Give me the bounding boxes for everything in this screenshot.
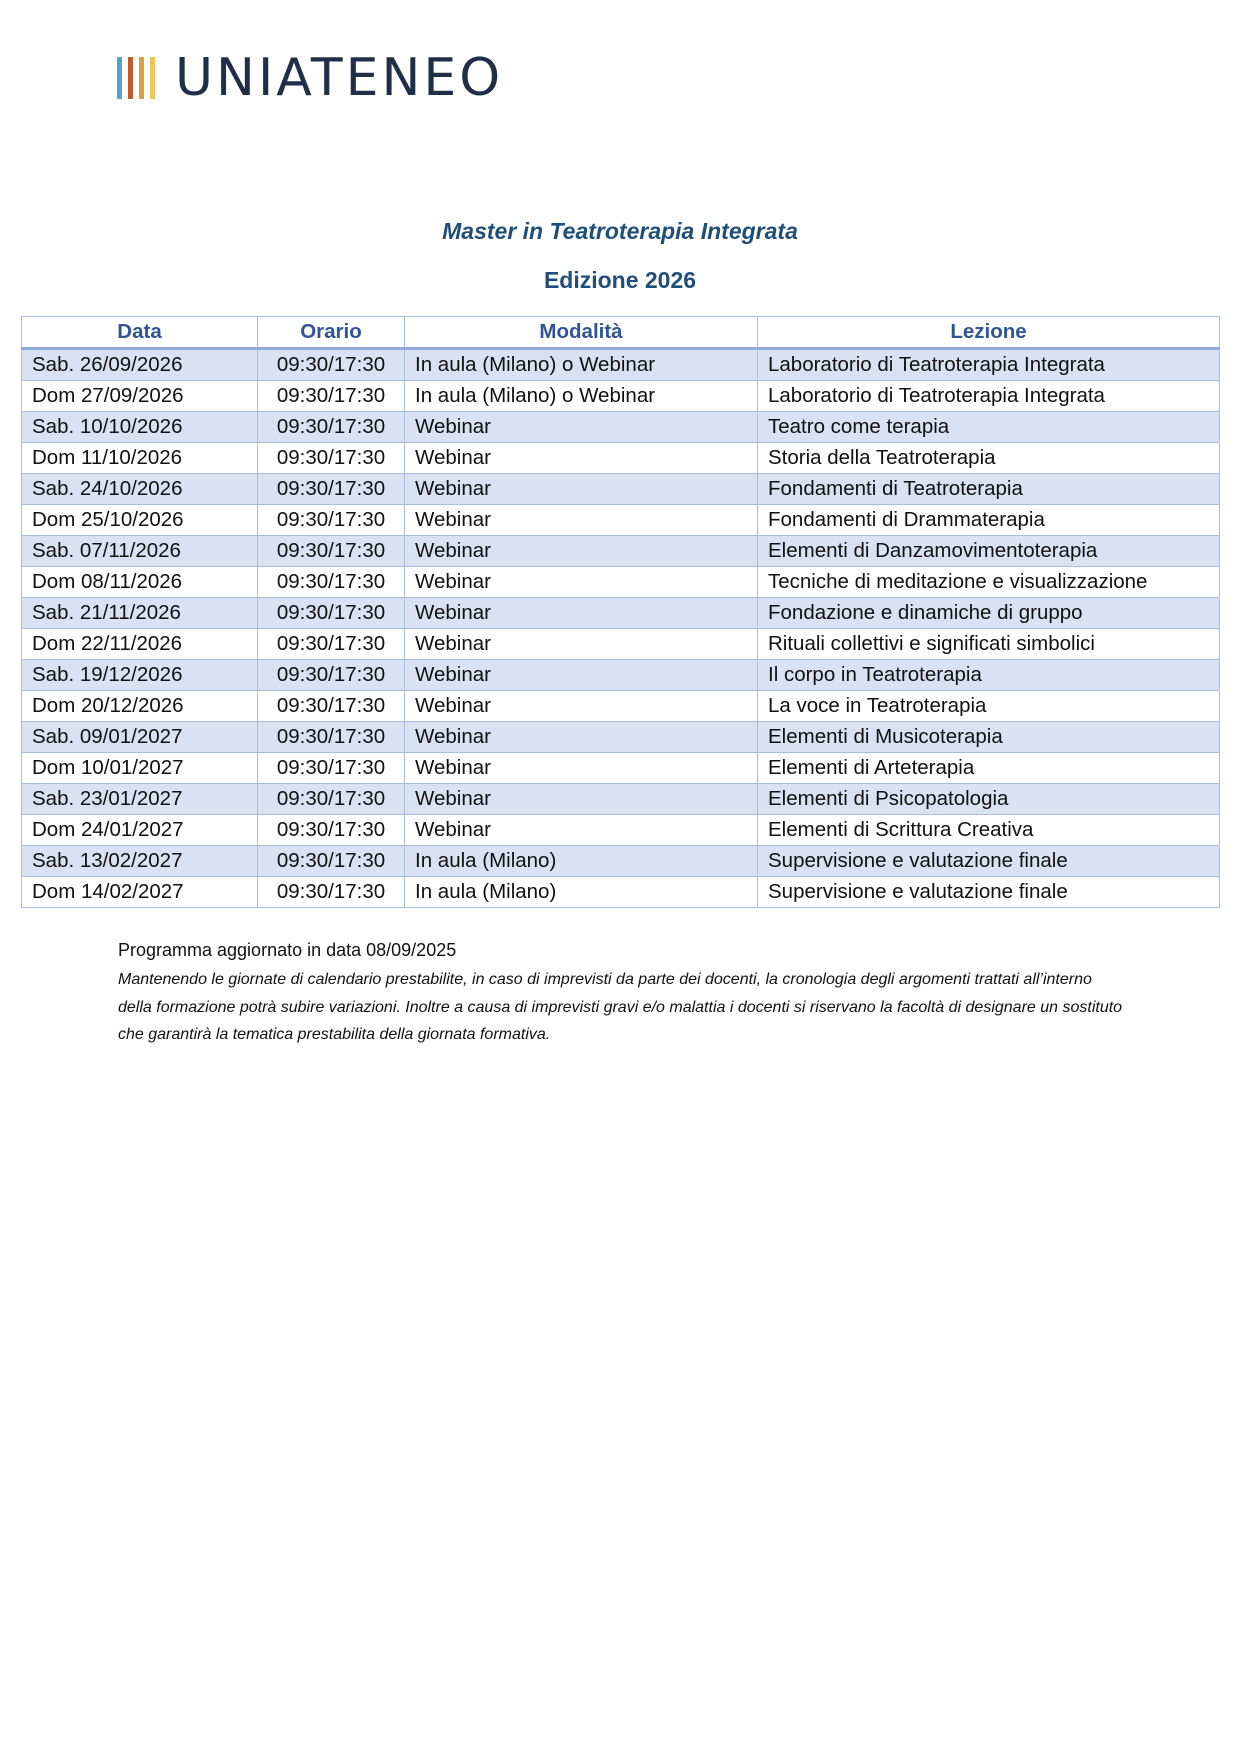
cell-mode: Webinar <box>405 412 758 443</box>
cell-mode: Webinar <box>405 567 758 598</box>
cell-lesson: Fondamenti di Drammaterapia <box>758 505 1220 536</box>
table-row <box>22 443 1220 474</box>
table-row <box>22 846 1220 877</box>
cell-mode: Webinar <box>405 443 758 474</box>
logo-bar <box>128 57 133 99</box>
schedule-table <box>21 316 1220 908</box>
table-body <box>22 349 1220 908</box>
cell-time: 09:30/17:30 <box>258 722 405 753</box>
cell-time: 09:30/17:30 <box>258 381 405 412</box>
logo-bars-icon <box>117 57 155 99</box>
cell-mode: Webinar <box>405 505 758 536</box>
cell-lesson: Elementi di Danzamovimentoterapia <box>758 536 1220 567</box>
header-data: Data <box>22 317 258 349</box>
table-row <box>22 691 1220 722</box>
cell-date: Sab. 23/01/2027 <box>22 784 258 815</box>
cell-time: 09:30/17:30 <box>258 349 405 381</box>
logo-bar <box>117 57 122 99</box>
cell-lesson: Laboratorio di Teatroterapia Integrata <box>758 349 1220 381</box>
table-row <box>22 412 1220 443</box>
cell-lesson: Elementi di Scrittura Creativa <box>758 815 1220 846</box>
cell-time: 09:30/17:30 <box>258 753 405 784</box>
cell-lesson: Storia della Teatroterapia <box>758 443 1220 474</box>
cell-lesson: Rituali collettivi e significati simbolici <box>758 629 1220 660</box>
cell-date: Sab. 26/09/2026 <box>22 349 258 381</box>
table-row <box>22 381 1220 412</box>
cell-time: 09:30/17:30 <box>258 691 405 722</box>
cell-date: Sab. 21/11/2026 <box>22 598 258 629</box>
table-row <box>22 567 1220 598</box>
table-row <box>22 660 1220 691</box>
table-row <box>22 349 1220 381</box>
cell-lesson: Fondamenti di Teatroterapia <box>758 474 1220 505</box>
cell-time: 09:30/17:30 <box>258 443 405 474</box>
cell-date: Sab. 07/11/2026 <box>22 536 258 567</box>
cell-mode: Webinar <box>405 629 758 660</box>
cell-mode: In aula (Milano) <box>405 877 758 908</box>
table-row <box>22 815 1220 846</box>
header-modalita: Modalità <box>405 317 758 349</box>
cell-mode: Webinar <box>405 474 758 505</box>
logo-bar <box>150 57 155 99</box>
cell-time: 09:30/17:30 <box>258 629 405 660</box>
cell-time: 09:30/17:30 <box>258 505 405 536</box>
cell-lesson: Elementi di Musicoterapia <box>758 722 1220 753</box>
cell-date: Dom 25/10/2026 <box>22 505 258 536</box>
cell-lesson: Supervisione e valutazione finale <box>758 846 1220 877</box>
header-lezione: Lezione <box>758 317 1220 349</box>
cell-lesson: Teatro come terapia <box>758 412 1220 443</box>
table-row <box>22 598 1220 629</box>
table-row <box>22 474 1220 505</box>
cell-lesson: Elementi di Psicopatologia <box>758 784 1220 815</box>
table-row <box>22 629 1220 660</box>
logo-uni: UNI <box>175 48 277 108</box>
disclaimer-text: Mantenendo le giornate di calendario prestabilite, in caso di imprevisti da parte dei docenti, la cronologia degli argomenti trattati all’interno della formazione potrà subire variazioni. Inoltre a causa di imprevisti gravi e/o malattia i docenti si riservano la facoltà di designare un sostituto che garantirà la tematica prestabilita della giornata formativa. <box>118 971 1123 1043</box>
header-orario: Orario <box>258 317 405 349</box>
cell-date: Dom 24/01/2027 <box>22 815 258 846</box>
cell-lesson: Fondazione e dinamiche di gruppo <box>758 598 1220 629</box>
cell-mode: Webinar <box>405 536 758 567</box>
logo-ateneo: ATENEO <box>276 48 504 108</box>
cell-mode: In aula (Milano) <box>405 846 758 877</box>
cell-date: Sab. 13/02/2027 <box>22 846 258 877</box>
cell-lesson: Supervisione e valutazione finale <box>758 877 1220 908</box>
cell-mode: In aula (Milano) o Webinar <box>405 381 758 412</box>
cell-lesson: Il corpo in Teatroterapia <box>758 660 1220 691</box>
cell-date: Dom 11/10/2026 <box>22 443 258 474</box>
logo-bar <box>139 57 144 99</box>
logo-wordmark <box>175 50 503 106</box>
brand-logo <box>117 50 503 106</box>
cell-time: 09:30/17:30 <box>258 784 405 815</box>
cell-lesson: La voce in Teatroterapia <box>758 691 1220 722</box>
table-row <box>22 753 1220 784</box>
cell-date: Dom 08/11/2026 <box>22 567 258 598</box>
cell-date: Dom 27/09/2026 <box>22 381 258 412</box>
cell-time: 09:30/17:30 <box>258 474 405 505</box>
header-row <box>22 317 1220 349</box>
cell-mode: Webinar <box>405 722 758 753</box>
cell-time: 09:30/17:30 <box>258 598 405 629</box>
table-row <box>22 536 1220 567</box>
cell-date: Sab. 09/01/2027 <box>22 722 258 753</box>
cell-mode: Webinar <box>405 784 758 815</box>
update-note: Programma aggiornato in data 08/09/2025 <box>118 940 457 960</box>
notes-section <box>118 938 1128 1049</box>
cell-time: 09:30/17:30 <box>258 412 405 443</box>
cell-time: 09:30/17:30 <box>258 567 405 598</box>
cell-mode: In aula (Milano) o Webinar <box>405 349 758 381</box>
cell-lesson: Elementi di Arteterapia <box>758 753 1220 784</box>
cell-time: 09:30/17:30 <box>258 660 405 691</box>
cell-date: Dom 10/01/2027 <box>22 753 258 784</box>
cell-mode: Webinar <box>405 753 758 784</box>
cell-lesson: Laboratorio di Teatroterapia Integrata <box>758 381 1220 412</box>
cell-time: 09:30/17:30 <box>258 536 405 567</box>
cell-mode: Webinar <box>405 660 758 691</box>
edition-subtitle: Edizione 2026 <box>543 267 697 293</box>
cell-date: Sab. 24/10/2026 <box>22 474 258 505</box>
cell-date: Dom 14/02/2027 <box>22 877 258 908</box>
table-row <box>22 784 1220 815</box>
cell-time: 09:30/17:30 <box>258 877 405 908</box>
table-row <box>22 722 1220 753</box>
cell-date: Dom 22/11/2026 <box>22 629 258 660</box>
cell-lesson: Tecniche di meditazione e visualizzazione <box>758 567 1220 598</box>
cell-date: Dom 20/12/2026 <box>22 691 258 722</box>
cell-time: 09:30/17:30 <box>258 846 405 877</box>
table-header <box>22 317 1220 349</box>
cell-date: Sab. 19/12/2026 <box>22 660 258 691</box>
cell-mode: Webinar <box>405 598 758 629</box>
cell-mode: Webinar <box>405 691 758 722</box>
cell-mode: Webinar <box>405 815 758 846</box>
table-row <box>22 877 1220 908</box>
table-row <box>22 505 1220 536</box>
cell-date: Sab. 10/10/2026 <box>22 412 258 443</box>
cell-time: 09:30/17:30 <box>258 815 405 846</box>
page-title: Master in Teatroterapia Integrata <box>442 218 798 244</box>
